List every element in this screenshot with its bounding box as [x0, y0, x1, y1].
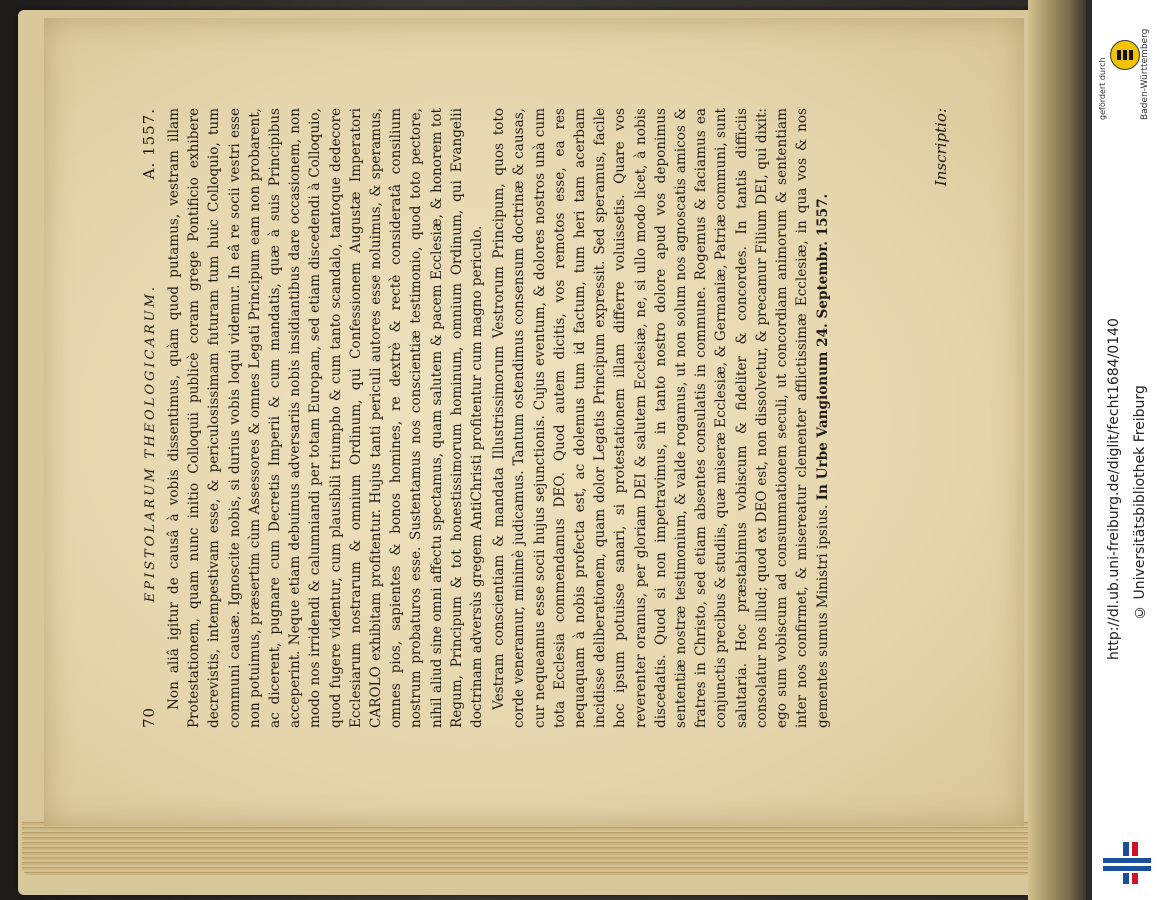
- page-content: [140, 108, 960, 728]
- permalink-url[interactable]: http://dl.ub.uni-freiburg.de/diglit/fecht1684/0140: [1106, 318, 1122, 660]
- rotated-text-block: [140, 108, 960, 728]
- paragraph-2-text: Vestram conscientiam & mandata Illustrissimorum Vestrorum Principum, quos toto corde veneramur, minimè judicamus. Tantum ostendimus consensum doctrinæ & causas, cur nequeamus esse socii hujus sejunctionis. Cujus eventum, & dolores nostros unà cum tota Ecclesia commendamus DEO. Quod autem dicitis, vos remotos esse, ea res nequaquam à nobis profecta est, ac dolemus tum id factum, tum heri tam acerbam incidisse deliberationem, quam dolor Legatis Principum expressit. Sed speramus, facile hoc ipsum potuisse sanari, si protestationem illam differre voluissetis. Quare vos reverenter oramus, per gloriam DEI & salutem Ecclesiæ, ne, si ullo modo licet, à nobis discedatis. Quod si non impetravimus, in tanto nostro dolore apud vos deponimus sententiæ nostræ testimonium, & valde rogamus, ut non solum nos agnoscatis amicos & fratres in Christo, sed etiam absentes consulatis in commune. Rogemus & faciamus ea conjunctis precibus & studiis, quæ miseræ Ecclesiæ, & Germaniæ, Patriæ communi, sunt salutaria. Hoc præstabimus vobiscum & fideliter & concordes. In tantis difficiis consolatur nos illud; quod ex DEO est, non dissolvetur, & precamur Filium DEI, qui dixit: ego sum vobiscum ad consummationem seculi, ut concordiam animorum & sententiam inter nos confirmet, & misereatur clementer afflictissimæ Ecclesiæ, in qua vos & nos gementes sumus Ministri ipsius.: [491, 108, 831, 728]
- ub-freiburg-logo-icon: [1103, 840, 1151, 886]
- sponsor-label: gefördert durch: [1098, 57, 1107, 120]
- catchword: Inscriptio:: [932, 108, 950, 187]
- page-edges: [22, 820, 1032, 875]
- book-page: [44, 18, 1024, 826]
- region-label: Baden-Württemberg: [1140, 28, 1150, 120]
- year-marker: A. 1557.: [140, 108, 158, 180]
- paragraph-1: Non aliâ igitur de causâ à vobis dissentimus, quàm quod putamus, vestram illam Protestationem, quam nunc initio Colloquii publicè coram grege Pontificio exhibere decrevistis, intempestivam esse, & periculosissimam futuram tum huic Colloquio, tum communi causæ. Ignoscite nobis, si durius vobis loqui videmur. In eâ re socii vestri esse non potuimus, præsertim cùm Assessores & omnes Legati Principum eam non probarent, ac dicerent, pugnare cum Decretis Imperii & cum mandatis, quæ à suis Principibus acceperint. Neque etiam debuimus adversariis nobis insidiantibus dare occasionem, non modo nos irridendi & calumniandi per totam Europam, sed etiam discedendi à Colloquio, quod fugere videntur, cum plausibili triumpho & cum tanto scandalo, tantoque dedecore Ecclesiarum nostrarum & omnium Ordinum, qui Confessionem Augustæ Imperatori CAROLO exhibitam profitentur. Hujus tanti periculi autores esse noluimus, & speramus, omnes pios, sapientes & bonos homines, re dextrè & rectè consideratâ consilium nostrum probaturos esse. Sustentamus nos conscientiæ testimonio, quod toto pectore, nihil aliud sine omni affectu spectamus, quam salutem & pacem Ecclesiæ, & honorem tot Regum, Principum & tot honestissimorum hominum, omnium Ordinum, qui Evangelii doctrinam adversùs gregem AntiChristi profitentur cum magno periculo.: [166, 108, 486, 728]
- date-line: In Urbe Vangionum 24. Septembr. 1557.: [814, 193, 831, 501]
- copyright-notice: © Universitätsbibliothek Freiburg: [1132, 385, 1148, 620]
- baden-wuerttemberg-logo-icon: [1110, 40, 1140, 70]
- book-spine: [1028, 0, 1086, 900]
- paragraph-2: [489, 108, 832, 728]
- page-header: [140, 108, 164, 728]
- page-number: 70: [140, 706, 158, 728]
- running-head: EPISTOLARUM THEOLOGICARUM.: [143, 283, 158, 603]
